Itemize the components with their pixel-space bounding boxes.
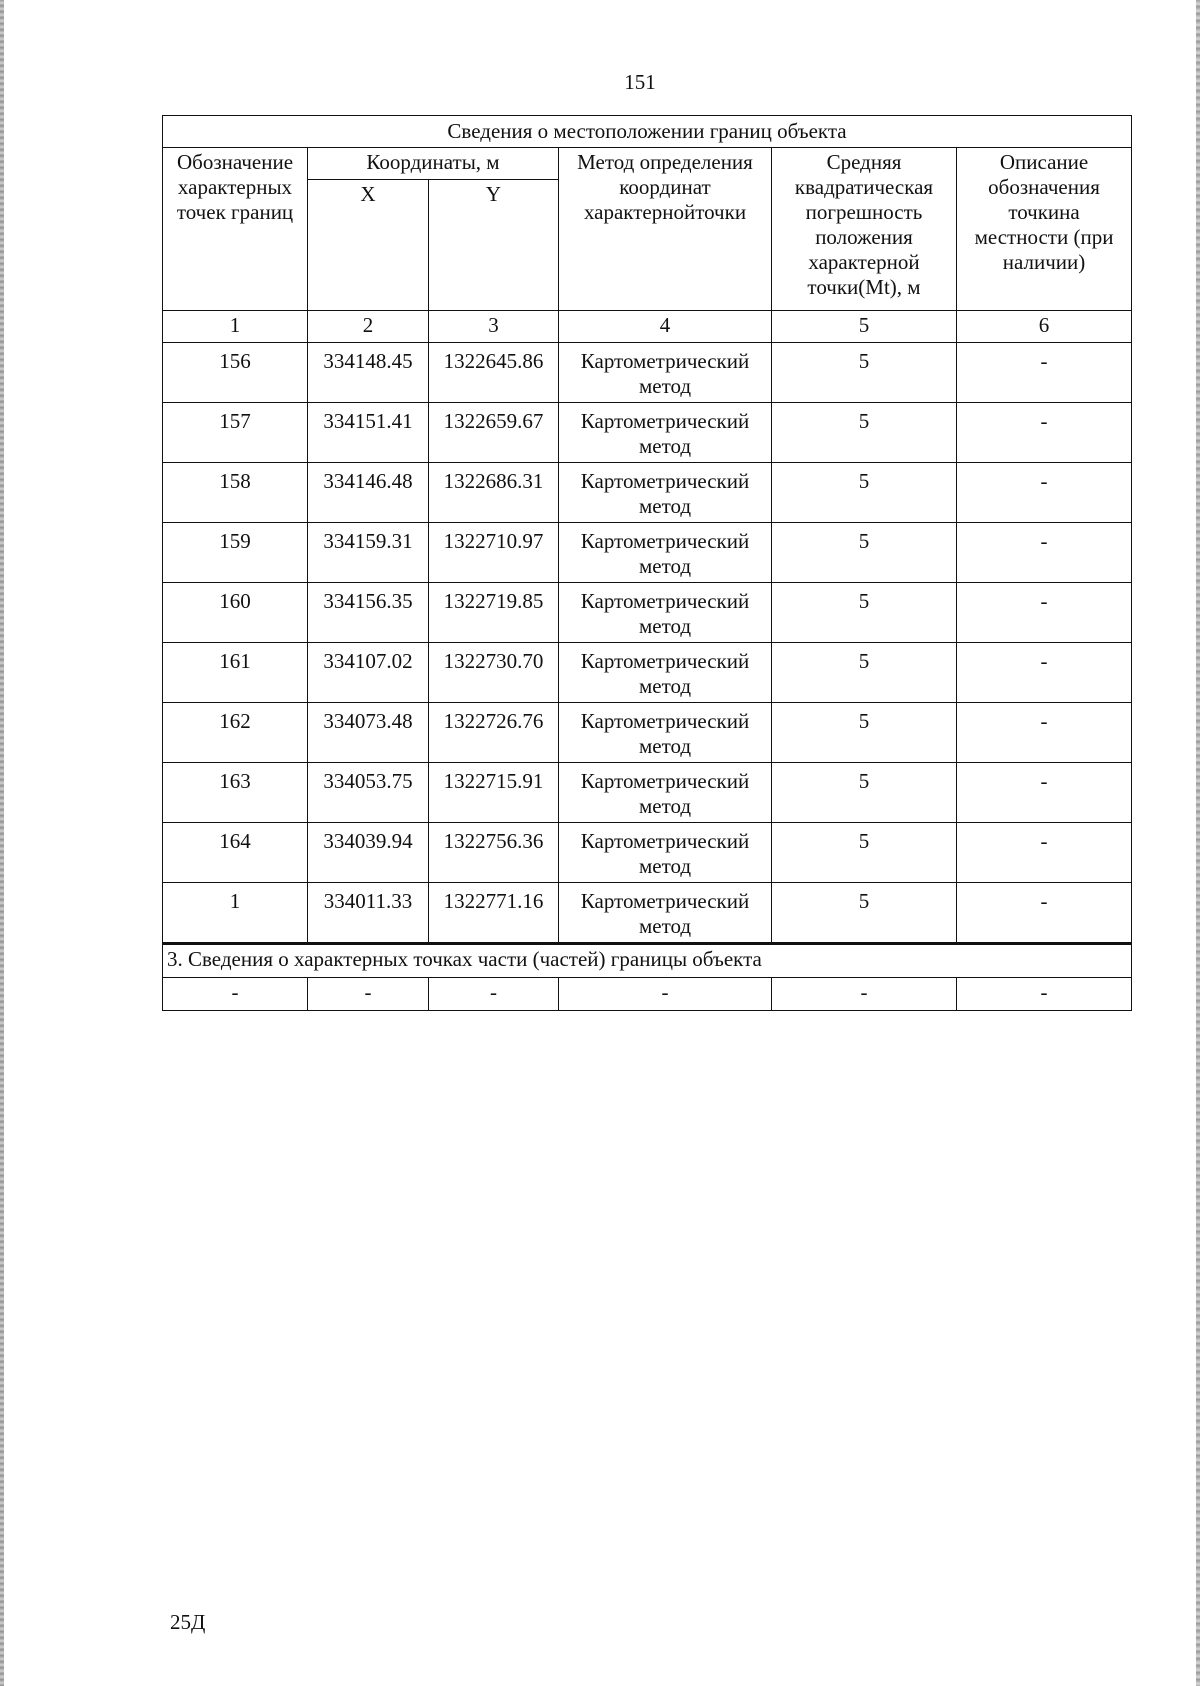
cell-description: - bbox=[957, 523, 1132, 583]
cell-description: - bbox=[957, 643, 1132, 703]
cell-method: Картометрический метод bbox=[559, 703, 772, 763]
section-3-cell: - bbox=[163, 978, 308, 1011]
cell-x: 334011.33 bbox=[308, 883, 429, 944]
cell-y: 1322715.91 bbox=[429, 763, 559, 823]
section-3-cell: - bbox=[559, 978, 772, 1011]
cell-x: 334053.75 bbox=[308, 763, 429, 823]
cell-y: 1322686.31 bbox=[429, 463, 559, 523]
table-row bbox=[163, 343, 1132, 403]
boundary-coordinates-table bbox=[162, 115, 1132, 1011]
table-row bbox=[163, 403, 1132, 463]
cell-method: Картометрический метод bbox=[559, 403, 772, 463]
section-3-title-row bbox=[163, 944, 1132, 978]
cell-y: 1322710.97 bbox=[429, 523, 559, 583]
cell-y: 1322730.70 bbox=[429, 643, 559, 703]
cell-point: 156 bbox=[163, 343, 308, 403]
table-row bbox=[163, 823, 1132, 883]
cell-method: Картометрический метод bbox=[559, 883, 772, 944]
page-number: 151 bbox=[624, 70, 656, 94]
cell-method: Картометрический метод bbox=[559, 463, 772, 523]
scan-edge-left bbox=[0, 0, 4, 1686]
scan-edge-right bbox=[1196, 0, 1200, 1686]
column-number: 3 bbox=[429, 311, 559, 343]
section-3-cell: - bbox=[308, 978, 429, 1011]
column-number: 2 bbox=[308, 311, 429, 343]
table-row bbox=[163, 703, 1132, 763]
table-row bbox=[163, 523, 1132, 583]
cell-error: 5 bbox=[772, 643, 957, 703]
cell-x: 334073.48 bbox=[308, 703, 429, 763]
table-row bbox=[163, 463, 1132, 523]
cell-method: Картометрический метод bbox=[559, 583, 772, 643]
column-number: 4 bbox=[559, 311, 772, 343]
header-y: Y bbox=[429, 180, 559, 311]
section-3-cell: - bbox=[429, 978, 559, 1011]
cell-description: - bbox=[957, 883, 1132, 944]
table-row bbox=[163, 643, 1132, 703]
cell-description: - bbox=[957, 583, 1132, 643]
header-mean-error: Средняя квадратическая погрешность положения характерной точки(Mt), м bbox=[772, 148, 957, 311]
cell-x: 334146.48 bbox=[308, 463, 429, 523]
cell-point: 162 bbox=[163, 703, 308, 763]
cell-error: 5 bbox=[772, 703, 957, 763]
cell-description: - bbox=[957, 463, 1132, 523]
cell-y: 1322659.67 bbox=[429, 403, 559, 463]
table-row bbox=[163, 763, 1132, 823]
cell-error: 5 bbox=[772, 763, 957, 823]
cell-description: - bbox=[957, 703, 1132, 763]
section-3-empty-row bbox=[163, 978, 1132, 1011]
cell-x: 334159.31 bbox=[308, 523, 429, 583]
cell-error: 5 bbox=[772, 343, 957, 403]
cell-method: Картометрический метод bbox=[559, 823, 772, 883]
table-row bbox=[163, 583, 1132, 643]
cell-error: 5 bbox=[772, 583, 957, 643]
cell-method: Картометрический метод bbox=[559, 763, 772, 823]
cell-x: 334148.45 bbox=[308, 343, 429, 403]
cell-method: Картометрический метод bbox=[559, 343, 772, 403]
column-number: 1 bbox=[163, 311, 308, 343]
cell-error: 5 bbox=[772, 403, 957, 463]
table-body bbox=[163, 116, 1132, 1011]
cell-x: 334156.35 bbox=[308, 583, 429, 643]
footer-document-code: 25Д bbox=[170, 1610, 206, 1634]
section-3-cell: - bbox=[772, 978, 957, 1011]
header-method: Метод определения координат характернойточки bbox=[559, 148, 772, 311]
column-number: 5 bbox=[772, 311, 957, 343]
cell-error: 5 bbox=[772, 523, 957, 583]
header-point-designation: Обозначение характерных точек границ bbox=[163, 148, 308, 311]
section-3-cell: - bbox=[957, 978, 1132, 1011]
cell-point: 158 bbox=[163, 463, 308, 523]
cell-method: Картометрический метод bbox=[559, 523, 772, 583]
cell-y: 1322756.36 bbox=[429, 823, 559, 883]
cell-description: - bbox=[957, 403, 1132, 463]
cell-description: - bbox=[957, 823, 1132, 883]
cell-point: 160 bbox=[163, 583, 308, 643]
header-description: Описание обозначения точкина местности (при наличии) bbox=[957, 148, 1132, 311]
cell-point: 159 bbox=[163, 523, 308, 583]
table-title-row bbox=[163, 116, 1132, 148]
cell-x: 334151.41 bbox=[308, 403, 429, 463]
table-row bbox=[163, 883, 1132, 944]
table-title: Сведения о местоположении границ объекта bbox=[163, 116, 1132, 148]
cell-point: 163 bbox=[163, 763, 308, 823]
cell-point: 161 bbox=[163, 643, 308, 703]
cell-point: 1 bbox=[163, 883, 308, 944]
cell-error: 5 bbox=[772, 823, 957, 883]
header-coordinates-group: Координаты, м bbox=[308, 148, 559, 180]
header-row-1 bbox=[163, 148, 1132, 180]
cell-x: 334039.94 bbox=[308, 823, 429, 883]
column-number: 6 bbox=[957, 311, 1132, 343]
cell-y: 1322726.76 bbox=[429, 703, 559, 763]
cell-error: 5 bbox=[772, 883, 957, 944]
cell-y: 1322645.86 bbox=[429, 343, 559, 403]
cell-error: 5 bbox=[772, 463, 957, 523]
cell-x: 334107.02 bbox=[308, 643, 429, 703]
cell-method: Картометрический метод bbox=[559, 643, 772, 703]
cell-y: 1322771.16 bbox=[429, 883, 559, 944]
cell-description: - bbox=[957, 343, 1132, 403]
cell-y: 1322719.85 bbox=[429, 583, 559, 643]
cell-description: - bbox=[957, 763, 1132, 823]
header-x: X bbox=[308, 180, 429, 311]
cell-point: 164 bbox=[163, 823, 308, 883]
column-numbers-row bbox=[163, 311, 1132, 343]
cell-point: 157 bbox=[163, 403, 308, 463]
section-3-title: 3. Сведения о характерных точках части (частей) границы объекта bbox=[163, 944, 1132, 978]
